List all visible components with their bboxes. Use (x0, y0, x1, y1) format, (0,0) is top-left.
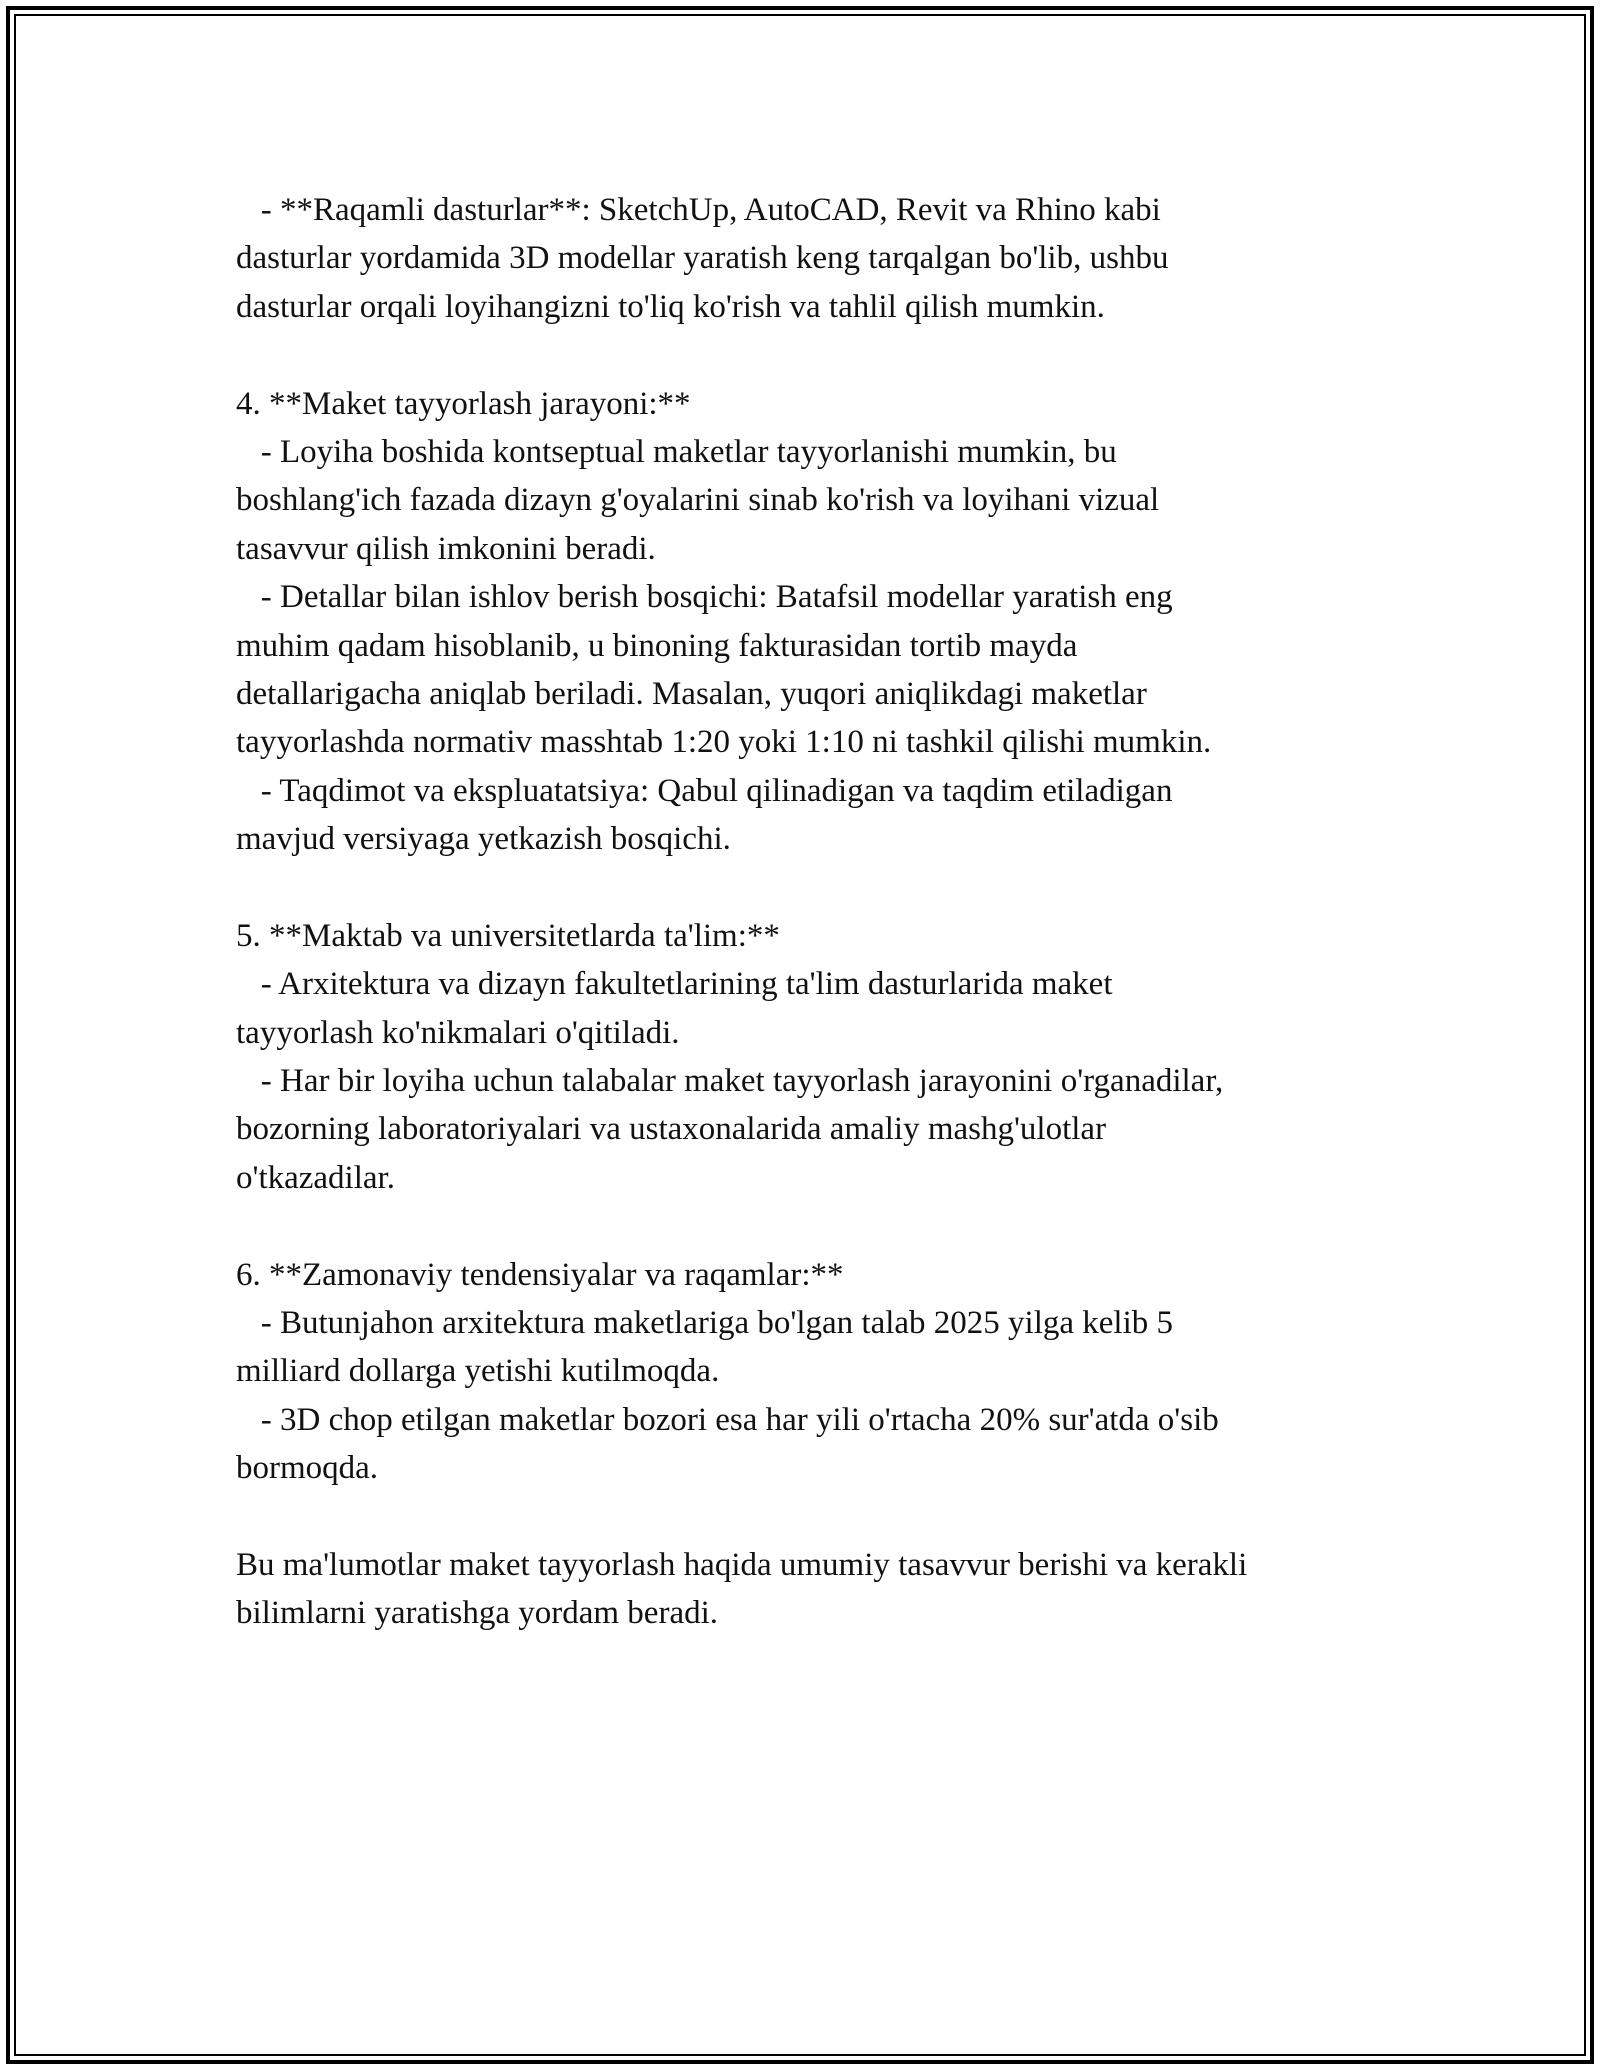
document-body (236, 186, 1396, 1638)
text-line: o'tkazadilar. (236, 1159, 395, 1196)
section-heading: 6. **Zamonaviy tendensiyalar va raqamlar:** (236, 1256, 844, 1293)
blank-line (236, 1202, 1396, 1250)
section-heading: 5. **Maktab va universitetlarda ta'lim:** (236, 917, 780, 954)
blank-line (236, 1493, 1396, 1541)
text-line: detallarigacha aniqlab beriladi. Masalan, yuqori aniqlikdagi maketlar (236, 675, 1147, 712)
text-line: bozorning laboratoriyalari va ustaxonalarida amaliy mashg'ulotlar (236, 1111, 1107, 1148)
text-line: - Taqdimot va ekspluatatsiya: Qabul qilinadigan va taqdim etiladigan (236, 772, 1173, 809)
blank-line (236, 331, 1396, 379)
text-line: muhim qadam hisoblanib, u binoning fakturasidan tortib mayda (236, 627, 1078, 664)
text-line: boshlang'ich fazada dizayn g'oyalarini sinab ko'rish va loyihani vizual (236, 482, 1160, 519)
text-line: dasturlar orqali loyihangizni to'liq ko'rish va tahlil qilish mumkin. (236, 288, 1105, 325)
text-line: milliard dollarga yetishi kutilmoqda. (236, 1353, 720, 1390)
text-line: - **Raqamli dasturlar**: SketchUp, AutoCAD, Revit va Rhino kabi (236, 192, 1161, 228)
text-line: dasturlar yordamida 3D modellar yaratish keng tarqalgan bo'lib, ushbu (236, 240, 1169, 277)
text-line: tasavvur qilish imkonini beradi. (236, 530, 656, 567)
text-line: - Detallar bilan ishlov berish bosqichi: Batafsil modellar yaratish eng (236, 579, 1173, 616)
text-line: Bu ma'lumotlar maket tayyorlash haqida umumiy tasavvur berishi va kerakli (236, 1546, 1248, 1583)
blank-line (236, 863, 1396, 911)
text-line: mavjud versiyaga yetkazish bosqichi. (236, 821, 731, 858)
text-line: - Butunjahon arxitektura maketlariga bo'lgan talab 2025 yilga kelib 5 (236, 1304, 1174, 1341)
text-line: - Har bir loyiha uchun talabalar maket tayyorlash jarayonini o'rganadilar, (236, 1063, 1224, 1100)
text-line: bormoqda. (236, 1450, 379, 1487)
section-heading: 4. **Maket tayyorlash jarayoni:** (236, 385, 691, 422)
text-line: tayyorlashda normativ masshtab 1:20 yoki 1:10 ni tashkil qilishi mumkin. (236, 724, 1212, 761)
text-line: - Loyiha boshida kontseptual maketlar tayyorlanishi mumkin, bu (236, 433, 1117, 470)
text-line: tayyorlash ko'nikmalari o'qitiladi. (236, 1014, 680, 1051)
text-line: - Arxitektura va dizayn fakultetlarining ta'lim dasturlarida maket (236, 966, 1113, 1003)
text-line: - 3D chop etilgan maketlar bozori esa har yili o'rtacha 20% sur'atda o'sib (236, 1401, 1219, 1438)
text-line: bilimlarni yaratishga yordam beradi. (236, 1595, 719, 1632)
